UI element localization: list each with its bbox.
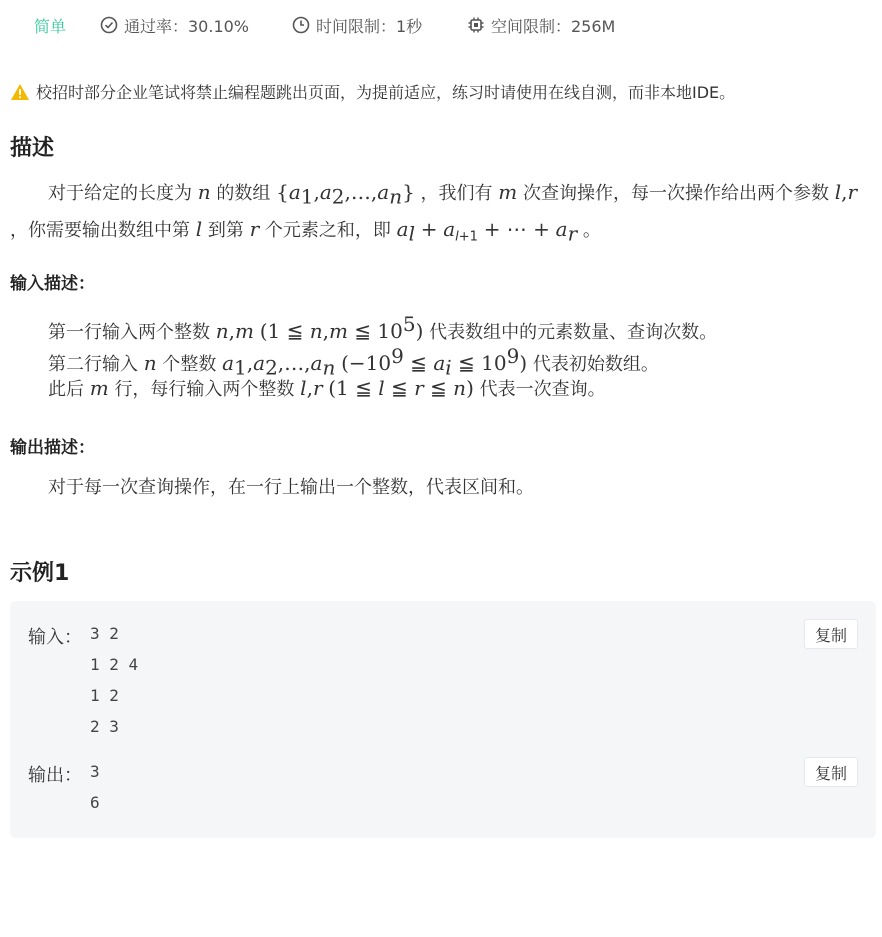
input-desc-line-3: 此后 m 行，每行输入两个整数 l,r (1 ≦ l ≦ r ≦ n) 代表一次查询。 xyxy=(48,376,606,400)
check-circle-icon xyxy=(100,16,118,34)
time-limit xyxy=(292,14,422,37)
chip-icon xyxy=(467,16,485,34)
difficulty-badge: 简单 xyxy=(34,16,67,36)
pass-rate-text: 通过率：30.10% xyxy=(124,16,250,36)
input-desc-title: 输入描述： xyxy=(10,274,95,294)
clock-icon xyxy=(292,16,310,34)
anti-cheat-warning xyxy=(10,80,735,103)
input-desc-line-2: 第二行输入 n 个整数 $a_1,a_2,\dots,a_n$ ($-10^9$ ≦ $a_i$ ≦ $10^9$) 代表初始数组。 xyxy=(48,344,659,380)
example-input-value: 3 2 1 2 4 1 2 2 3 xyxy=(90,624,139,736)
warning-icon xyxy=(10,82,30,102)
example-title: 示例1 xyxy=(10,561,70,586)
warning-text: 校招时部分企业笔试将禁止编程题跳出页面，为提前适应，练习时请使用在线自测，而非本地IDE。 xyxy=(36,83,736,102)
description-body: 对于给定的长度为 n 的数组 $\{a_1,a_2,\dots,a_n\}$ ，我们有 m 次查询操作，每一次操作给出两个参数 l,r ，你需要输出数组中第 l 到第 r 个元素之和，即 $a_l + a_{l+1}$ + ⋯ + $a_r$ 。 xyxy=(10,180,858,246)
example-box xyxy=(10,601,876,838)
pass-rate xyxy=(100,14,249,37)
description-title: 描述 xyxy=(10,136,55,161)
example-output-label: 输出： xyxy=(28,765,82,786)
problem-meta-bar xyxy=(0,12,882,38)
copy-input-button[interactable]: 复制 xyxy=(804,619,858,649)
output-desc-title: 输出描述： xyxy=(10,438,95,458)
memory-limit-text: 空间限制：256M xyxy=(491,16,616,36)
input-desc-line-1: 第一行输入两个整数 n,m (1 ≦ n,m ≦ $10^5$) 代表数组中的元素数量、查询次数。 xyxy=(48,312,718,343)
copy-output-button[interactable]: 复制 xyxy=(804,757,858,787)
memory-limit xyxy=(467,14,615,37)
example-output-value: 3 6 xyxy=(90,762,100,812)
example-input-label: 输入： xyxy=(28,627,82,648)
output-desc-text: 对于每一次查询操作，在一行上输出一个整数，代表区间和。 xyxy=(48,477,534,498)
time-limit-text: 时间限制：1秒 xyxy=(316,16,423,36)
